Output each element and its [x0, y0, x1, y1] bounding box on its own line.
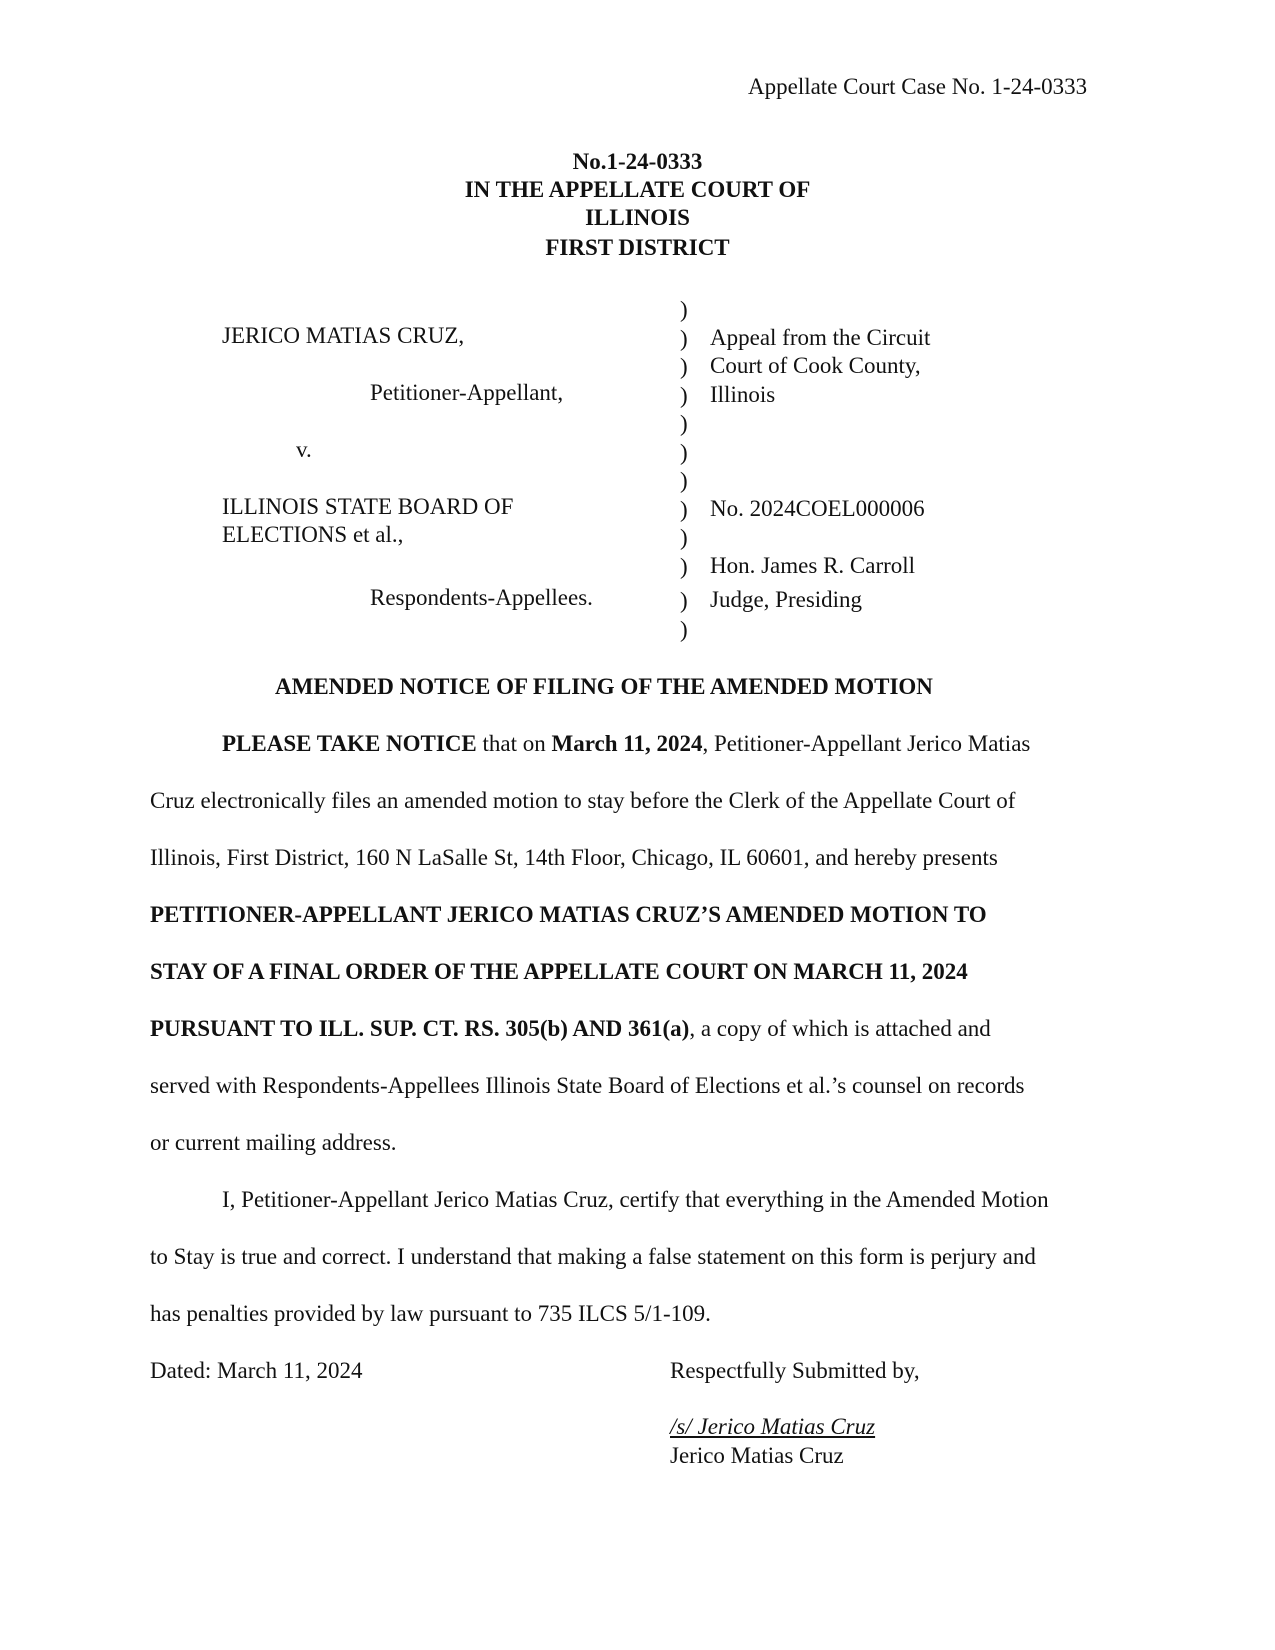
certify-line-3: has penalties provided by law pursuant to 735 ILCS 5/1-109. — [150, 1301, 711, 1326]
signer-name: Jerico Matias Cruz — [670, 1443, 844, 1468]
appeal-from-line2: Court of Cook County, — [710, 353, 921, 378]
respondent-name-line2: ELECTIONS et al., — [222, 522, 404, 547]
court-number: No.1-24-0333 — [572, 149, 703, 174]
notice-lead: PLEASE TAKE NOTICE — [222, 731, 477, 756]
dated-line: Dated: March 11, 2024 — [150, 1358, 363, 1383]
appeal-from-line3: Illinois — [710, 382, 776, 407]
court-name-line2: ILLINOIS — [585, 205, 690, 230]
caption-paren: ) — [680, 440, 688, 465]
notice-text: , a copy of which is attached and — [689, 1016, 991, 1041]
notice-line-3: Illinois, First District, 160 N LaSalle St, 14th Floor, Chicago, IL 60601, and hereby presents — [150, 845, 998, 870]
appeal-from-line1: Appeal from the Circuit — [710, 325, 931, 350]
petitioner-role: Petitioner-Appellant, — [370, 380, 564, 405]
notice-text: , Petitioner-Appellant Jerico Matias — [702, 731, 1031, 756]
notice-line-8: or current mailing address. — [150, 1130, 397, 1155]
notice-line-5: STAY OF A FINAL ORDER OF THE APPELLATE COURT ON MARCH 11, 2024 — [150, 959, 968, 984]
lower-court-case-number: No. 2024COEL000006 — [710, 496, 925, 521]
caption-paren: ) — [680, 468, 688, 493]
certify-line-2: to Stay is true and correct. I understand that making a false statement on this form is perjury and — [150, 1244, 1036, 1269]
case-reference: Appellate Court Case No. 1-24-0333 — [748, 74, 1088, 99]
caption-paren: ) — [680, 588, 688, 613]
judge-title: Judge, Presiding — [710, 587, 863, 612]
notice-line-4: PETITIONER-APPELLANT JERICO MATIAS CRUZ’S AMENDED MOTION TO — [150, 902, 987, 927]
document-title: AMENDED NOTICE OF FILING OF THE AMENDED MOTION — [275, 674, 933, 699]
petitioner-name: JERICO MATIAS CRUZ, — [222, 323, 465, 348]
notice-date: March 11, 2024 — [551, 731, 703, 756]
certify-line-1: I, Petitioner-Appellant Jerico Matias Cruz, certify that everything in the Amended Motion — [222, 1187, 1049, 1212]
caption-paren: ) — [680, 297, 688, 322]
caption-paren: ) — [680, 383, 688, 408]
notice-line-7: served with Respondents-Appellees Illinois State Board of Elections et al.’s counsel on records — [150, 1073, 1025, 1098]
judge-name: Hon. James R. Carroll — [710, 553, 916, 578]
notice-line-1 — [222, 731, 1030, 757]
notice-line-6 — [150, 1016, 991, 1042]
versus: v. — [296, 437, 312, 462]
caption-paren: ) — [680, 354, 688, 379]
caption-paren: ) — [680, 525, 688, 550]
respondent-role: Respondents-Appellees. — [370, 585, 593, 610]
respondent-name-line1: ILLINOIS STATE BOARD OF — [222, 494, 514, 519]
respectfully-submitted: Respectfully Submitted by, — [670, 1358, 920, 1383]
caption-paren: ) — [680, 326, 688, 351]
electronic-signature: /s/ Jerico Matias Cruz — [670, 1414, 876, 1439]
caption-paren: ) — [680, 617, 688, 642]
caption-paren: ) — [680, 497, 688, 522]
caption-paren: ) — [680, 554, 688, 579]
notice-text: that on — [476, 731, 552, 756]
court-name-line1: IN THE APPELLATE COURT OF — [464, 177, 811, 202]
rule-citation: PURSUANT TO ILL. SUP. CT. RS. 305(b) AND 361(a) — [150, 1016, 690, 1041]
caption-paren: ) — [680, 411, 688, 436]
notice-line-2: Cruz electronically files an amended motion to stay before the Clerk of the Appellate Court of — [150, 788, 1016, 813]
court-district: FIRST DISTRICT — [545, 235, 730, 260]
